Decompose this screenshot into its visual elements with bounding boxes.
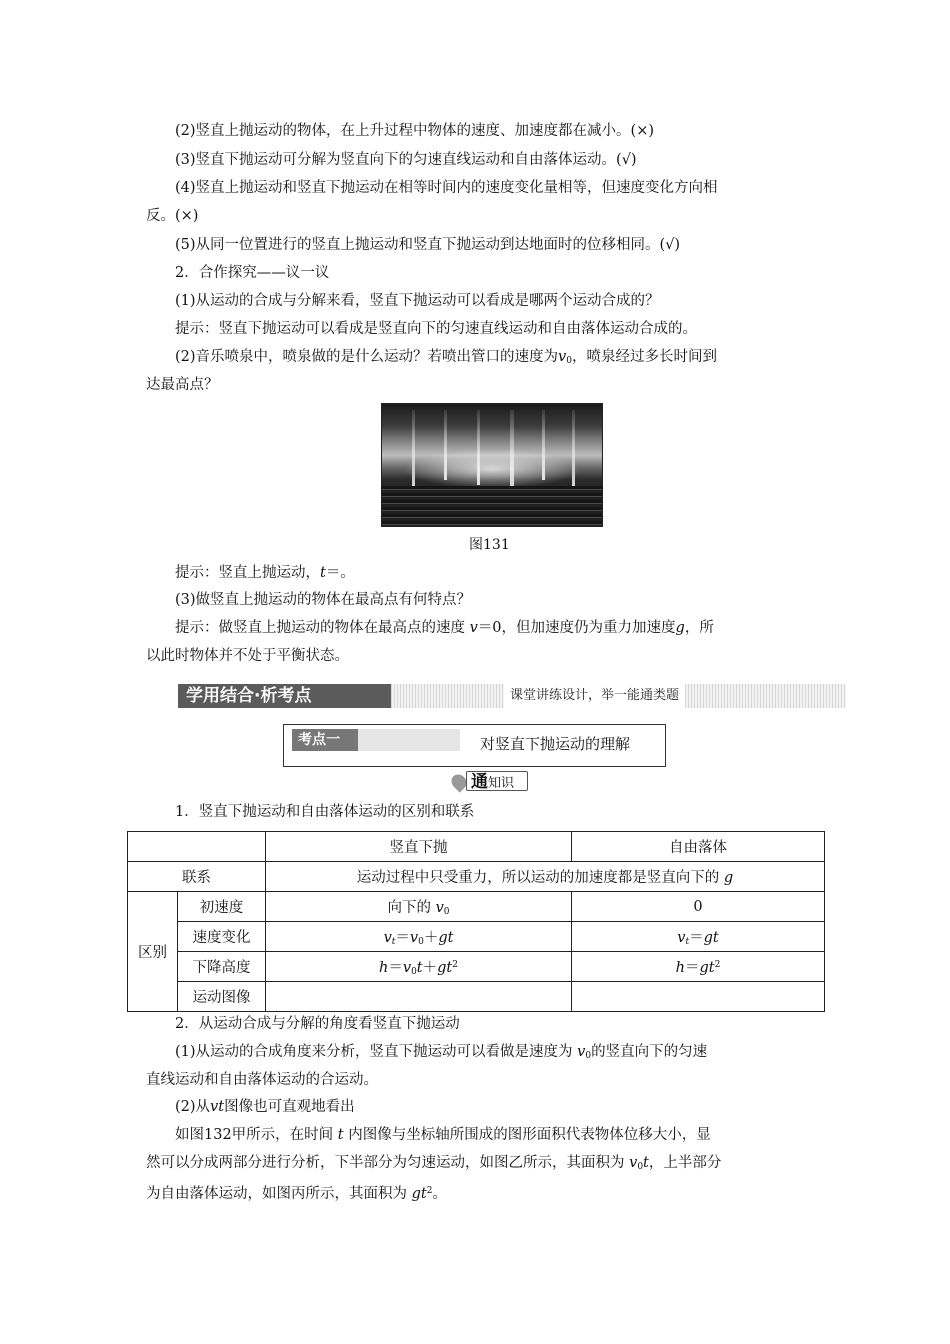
header-ziyouluoti: 自由落体: [572, 832, 825, 862]
question-3: (3)做竖直上抛运动的物体在最高点有何特点？: [175, 592, 472, 608]
banner-title: 学用结合·析考点: [178, 684, 391, 708]
section-banner: [178, 684, 846, 708]
point-2: (2)从vt图像也可直观地看出: [175, 1099, 355, 1115]
question-2-line1: (2)音乐喷泉中，喷泉做的是什么运动？若喷出管口的速度为$v_0$，喷泉经过多长时间到: [175, 349, 717, 366]
statement-2: (2)竖直上抛运动的物体，在上升过程中物体的速度、加速度都在减小。(×): [175, 123, 654, 139]
hint-1: 提示：竖直下抛运动可以看成是竖直向下的匀速直线运动和自由落体运动合成的。: [175, 321, 697, 337]
statement-4-line2: 反。(×): [146, 208, 199, 224]
comparison-table: [127, 831, 825, 1012]
cell-xiapao-initial-velocity: 向下的 $v_0$: [266, 892, 572, 922]
kaodian-title: 对竖直下抛运动的理解: [480, 735, 631, 753]
header-xiapao: 竖直下抛: [266, 832, 572, 862]
banner-subtitle: 课堂讲练设计，举一能通类题: [504, 684, 685, 708]
statement-3: (3)竖直下抛运动可分解为竖直向下的匀速直线运动和自由落体运动。(√): [175, 152, 637, 168]
kaodian-tag: 考点一: [292, 729, 358, 751]
row-label: 速度变化: [178, 922, 266, 952]
lianxi-label: 联系: [128, 862, 266, 892]
row-label: 初速度: [178, 892, 266, 922]
cell-xiapao-graph: [266, 982, 572, 1012]
question-1: (1)从运动的合成与分解来看，竖直下抛运动可以看成是哪两个运动合成的？: [175, 293, 660, 309]
cell-xiapao-velocity-change: $v_t=v_0+gt$: [266, 922, 572, 952]
kaodian-box: [283, 724, 666, 767]
point-3-line3: 为自由落体运动，如图丙所示，其面积为 $gt^2$。: [146, 1186, 447, 1202]
statement-5: (5)从同一位置进行的竖直上抛运动和竖直下抛运动到达地面时的位移相同。(√): [175, 237, 681, 253]
cell-ziyou-graph: [572, 982, 825, 1012]
row-label: 运动图像: [178, 982, 266, 1012]
cell-ziyou-velocity-change: $v_t=gt$: [572, 922, 825, 952]
row-label: 下降高度: [178, 952, 266, 982]
cell-xiapao-height: $h=v_0t+gt^2$: [266, 952, 572, 982]
point-3-line1: 如图132甲所示，在时间 t 内图像与坐标轴所围成的图形面积代表物体位移大小，显: [175, 1127, 711, 1143]
fountain-photo: [381, 403, 603, 527]
cell-ziyou-height: $h=gt^2$: [572, 952, 825, 982]
hint-2: 提示：竖直上抛运动，t＝。: [175, 565, 355, 581]
figure-caption: 图131: [469, 537, 510, 553]
lianxi-text: 运动过程中只受重力，所以运动的加速度都是竖直向下的 g: [266, 862, 825, 892]
section-heading-discussion: 2．合作探究——议一议: [175, 265, 330, 281]
section-2-heading: 2．从运动合成与分解的角度看竖直下抛运动: [175, 1016, 460, 1032]
qubie-label: 区别: [128, 892, 178, 1012]
hint-3-line2: 以此时物体并不处于平衡状态。: [146, 648, 349, 664]
point-1-line1: (1)从运动的合成角度来分析，竖直下抛运动可以看做是速度为 $v_0$的竖直向下的匀速: [175, 1044, 708, 1061]
question-2-line2: 达最高点？: [146, 377, 219, 393]
cell-ziyou-initial-velocity: 0: [572, 892, 825, 922]
point-1-line2: 直线运动和自由落体运动的合运动。: [146, 1072, 378, 1088]
hint-3-line1: 提示：做竖直上抛运动的物体在最高点的速度 v＝0，但加速度仍为重力加速度g，所: [175, 620, 714, 636]
section-1-heading: 1．竖直下抛运动和自由落体运动的区别和联系: [175, 804, 475, 820]
point-3-line2: 然可以分成两部分进行分析，下半部分为匀速运动，如图乙所示，其面积为 $v_0t$，上半部分: [146, 1155, 722, 1172]
statement-4-line1: (4)竖直上抛运动和竖直下抛运动在相等时间内的速度变化量相等，但速度变化方向相: [175, 180, 718, 196]
